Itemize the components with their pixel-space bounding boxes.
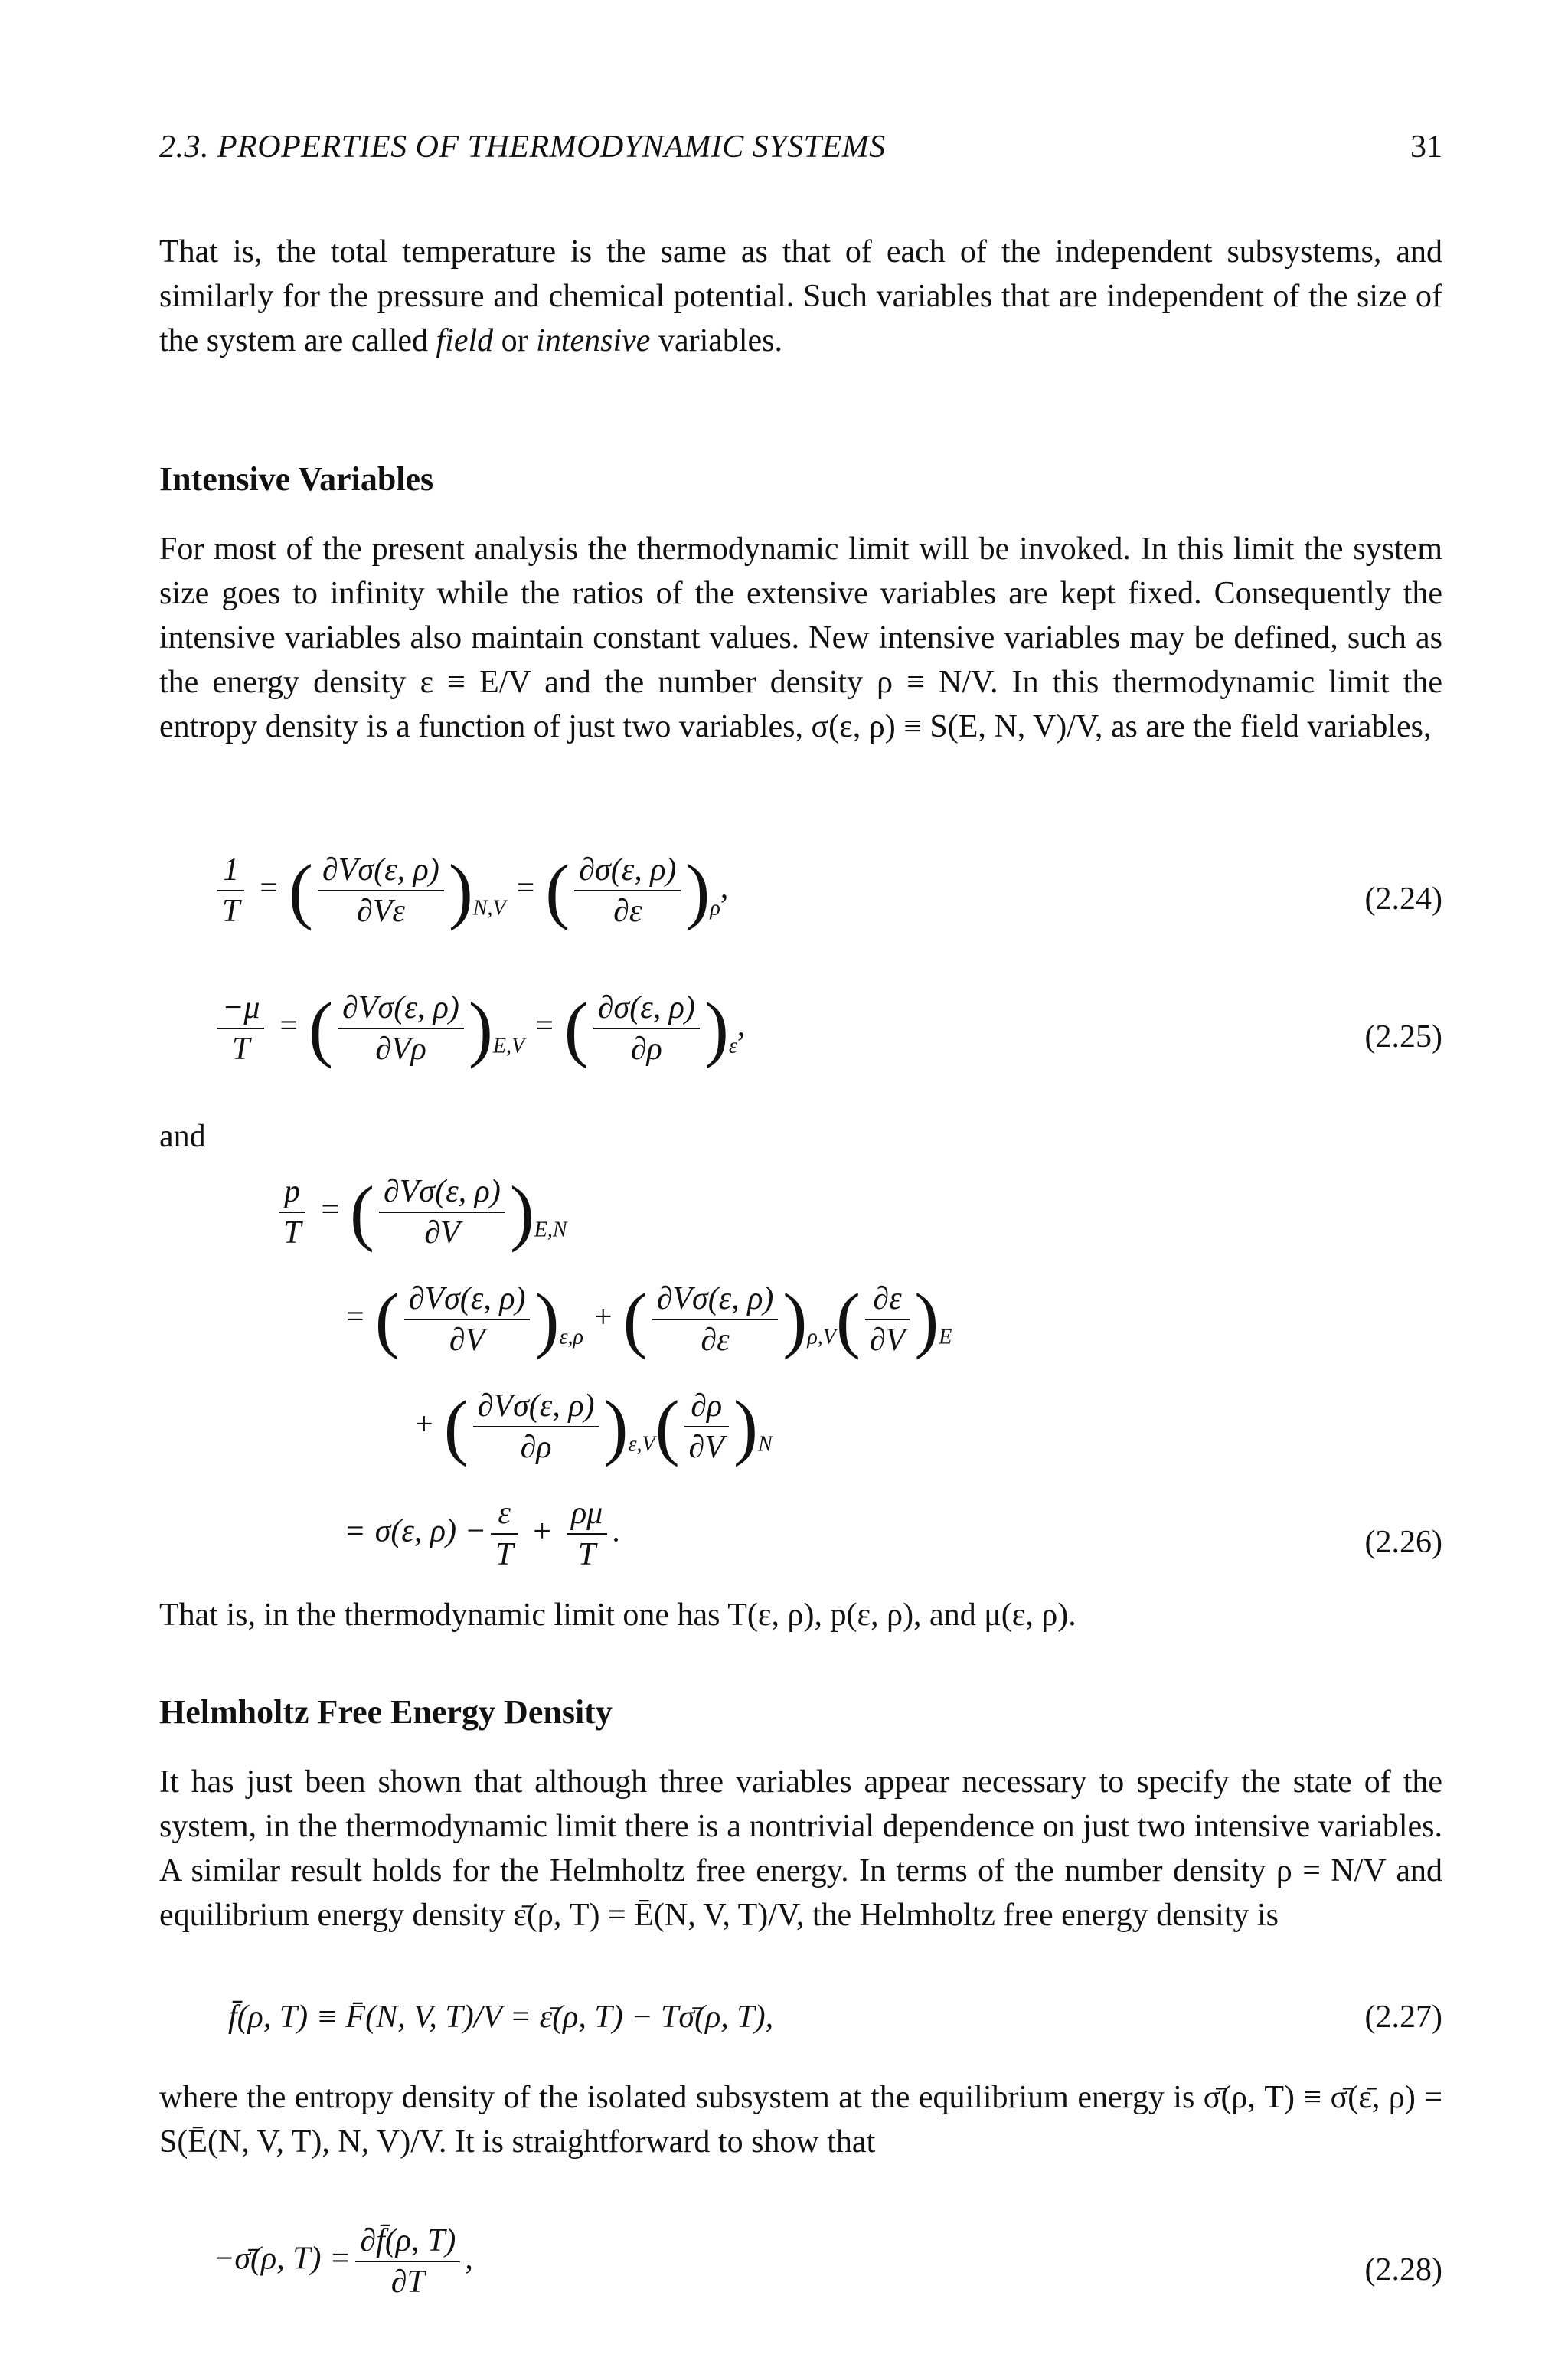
- lhs-fraction: $\frac{1}{T}$: [217, 850, 244, 931]
- partial-fraction: $\frac{\partial\sigma(\varepsilon, \rho)}{\partial\rho}$: [593, 988, 700, 1069]
- equation-2-26-line-3: + ( $\frac{\partial V\sigma(\varepsilon, \rho)}{\partial\rho}$ )$_{\varepsilon,V}$( $\frac{\partial\rho}{\partial V}$ )$_N$: [415, 1385, 773, 1467]
- emphasis-field: field: [436, 323, 494, 358]
- equation-number: (2.26): [1364, 1525, 1442, 1560]
- connective-and: and: [159, 1119, 206, 1154]
- emphasis-intensive: intensive: [536, 323, 651, 358]
- partial-fraction: $\frac{\partial V\sigma(\varepsilon, \rho)}{\partial\rho}$: [473, 1386, 599, 1467]
- section-heading-helmholtz: Helmholtz Free Energy Density: [159, 1693, 612, 1731]
- equation-number: (2.27): [1364, 2000, 1442, 2035]
- lhs-fraction: $\frac{p}{T}$: [279, 1172, 305, 1253]
- equation-term: −σ̄(ρ, T) =: [213, 2241, 351, 2277]
- paragraph-intro: [159, 230, 1442, 363]
- fraction: $\frac{\rho\mu}{T}$: [567, 1493, 607, 1574]
- fraction: $\frac{\varepsilon}{T}$: [491, 1493, 518, 1574]
- equation-term: σ(ε, ρ) −: [374, 1513, 486, 1549]
- equation-2-25: $\frac{-\mu}{T}$ = ( $\frac{\partial V\sigma(\varepsilon, \rho)}{\partial V\rho}$ )$_{E,V}=$ ( $\frac{\partial\sigma(\varepsilon, \rho)}{\partial\rho}$ )$_\varepsilon$, (2.25): [0, 988, 1568, 1080]
- paragraph-text: variables.: [650, 323, 783, 358]
- equation-number: (2.25): [1364, 1019, 1442, 1055]
- partial-fraction: $\frac{\partial V\sigma(\varepsilon, \rho)}{\partial V}$: [379, 1172, 505, 1253]
- partial-fraction: $\frac{\partial\rho}{\partial V}$: [684, 1386, 729, 1467]
- equation-2-26-line-1: $\frac{p}{T}$ = ( $\frac{\partial V\sigma(\varepsilon, \rho)}{\partial V}$ )$_{E,N}$: [0, 1172, 1568, 1264]
- equation-number: (2.28): [1364, 2252, 1442, 2287]
- equation-2-26-line-2: = ( $\frac{\partial V\sigma(\varepsilon, \rho)}{\partial V}$ )$_{\varepsilon,\rho}+$ ( $\frac{\partial V\sigma(\varepsilon, \rho)}{\partial\varepsilon}$ )$_{\rho,V}$( $\frac{\partial\varepsilon}{\partial V}$ )$_E$: [346, 1278, 952, 1360]
- section-heading-intensive: Intensive Variables: [159, 460, 434, 498]
- running-head: 2.3. PROPERTIES OF THERMODYNAMIC SYSTEMS: [159, 129, 886, 165]
- lhs-fraction: $\frac{-\mu}{T}$: [217, 988, 264, 1069]
- partial-fraction: $\frac{\partial V\sigma(\varepsilon, \rho)}{\partial V\rho}$: [338, 988, 464, 1069]
- partial-fraction: $\frac{\partial f̄(\rho, T)}{\partial T}$: [355, 2221, 460, 2302]
- partial-fraction: $\frac{\partial V\sigma(\varepsilon, \rho)}{\partial V}$: [404, 1279, 531, 1360]
- page-number: 31: [1410, 129, 1442, 165]
- paragraph-text: That is, the total temperature is the same as that of each of the independent subsystems, and similarly for the pressure and chemical potential. Such variables that are independent of the size of the system are called: [159, 234, 1442, 358]
- paragraph-entropy: where the entropy density of the isolated subsystem at the equilibrium energy is σ̄(ρ, T) ≡ σ̄(ε̄, ρ) = S(Ē(N, V, T), N, V)/V. It is straightforward to show that: [159, 2080, 1442, 2160]
- equation-2-27: [0, 1991, 1568, 2052]
- equation-2-26-line-4: = σ(ε, ρ) − $\frac{\varepsilon}{T}$ + $\frac{\rho\mu}{T}$ . (2.26): [0, 1493, 1568, 1585]
- paragraph-limit: That is, in the thermodynamic limit one has T(ε, ρ), p(ε, ρ), and μ(ε, ρ).: [159, 1597, 1076, 1633]
- equation-2-24: $\frac{1}{T}$ = ( $\frac{\partial V\sigma(\varepsilon, \rho)}{\partial V\varepsilon}$ )$_{N,V}=$ ( $\frac{\partial\sigma(\varepsilon, \rho)}{\partial\varepsilon}$ )$_\rho$, (2.24): [0, 850, 1568, 942]
- paragraph-intensive: For most of the present analysis the thermodynamic limit will be invoked. In this limit the system size goes to infinity while the ratios of the extensive variables are kept fixed. Consequently the intensive variables also maintain constant values. New intensive variables may be defined, such as the energy density ε ≡ E/V and the number density ρ ≡ N/V. In this thermodynamic limit the entropy density is a function of just two variables, σ(ε, ρ) ≡ S(E, N, V)/V, as are the field variables,: [159, 531, 1442, 744]
- partial-fraction: $\frac{\partial\sigma(\varepsilon, \rho)}{\partial\varepsilon}$: [574, 850, 681, 931]
- equation-2-28: −σ̄(ρ, T) = $\frac{\partial f̄(\rho, T)}{\partial T}$ , (2.28): [0, 2221, 1568, 2313]
- equation-number: (2.24): [1364, 881, 1442, 917]
- paragraph-text: or: [493, 323, 537, 358]
- equation-text: f̄(ρ, T) ≡ F̄(N, V, T)/V = ε̄(ρ, T) − Tσ̄(ρ, T),: [228, 2000, 774, 2035]
- partial-fraction: $\frac{\partial V\sigma(\varepsilon, \rho)}{\partial V\varepsilon}$: [318, 850, 444, 931]
- partial-fraction: $\frac{\partial\varepsilon}{\partial V}$: [865, 1279, 910, 1360]
- paragraph-helmholtz: It has just been shown that although three variables appear necessary to specify the state of the system, in the thermodynamic limit there is a nontrivial dependence on just two intensive variables. A similar result holds for the Helmholtz free energy. In terms of the number density ρ = N/V and equilibrium energy density ε̄(ρ, T) = Ē(N, V, T)/V, the Helmholtz free energy density is: [159, 1764, 1442, 1933]
- partial-fraction: $\frac{\partial V\sigma(\varepsilon, \rho)}{\partial\varepsilon}$: [652, 1279, 779, 1360]
